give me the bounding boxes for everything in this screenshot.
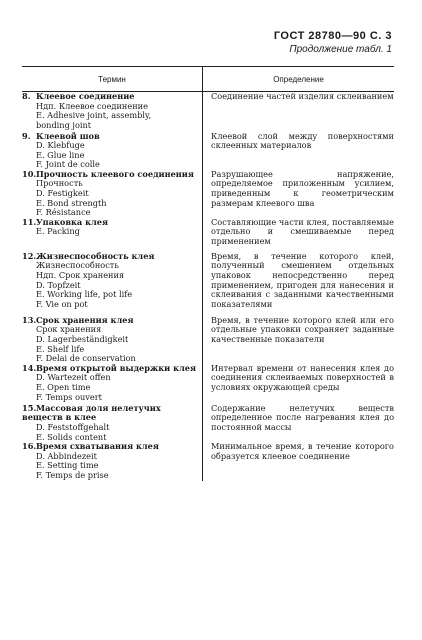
term-synonym: E. Glue line (36, 149, 85, 160)
term-cell (22, 218, 203, 252)
terms-table (22, 66, 394, 481)
definition-cell: Время, в течение которого клей или его отдельные упаковки сохраняет заданные качественные показатели (211, 314, 394, 345)
term-number: 15. (22, 402, 37, 413)
term-synonym: E. Open time (36, 382, 91, 393)
term-synonym: Ндп. Срок хранения (36, 270, 125, 281)
table-continuation-label: Продолжение табл. 1 (289, 44, 392, 55)
term-name: Массовая доля нелетучих веществ в клее (22, 402, 161, 423)
term-number: 8. (22, 91, 31, 101)
term-synonym: bonding joint (36, 119, 92, 130)
term-number: 16. (22, 441, 37, 452)
term-synonym: E. Setting time (36, 460, 99, 471)
term-name: Жизнеспособность клея (36, 250, 155, 261)
term-cell (22, 404, 203, 442)
table-row (22, 170, 394, 218)
term-number: 14. (22, 362, 37, 373)
term-cell (22, 92, 203, 132)
term-cell (22, 252, 203, 316)
term-synonym: E. Shelf life (36, 343, 85, 354)
term-synonym: F. Vie on pot (36, 298, 88, 309)
term-synonym: F. Temps de prise (36, 470, 109, 480)
term-synonym: Ндп. Клеевое соединение (36, 100, 148, 111)
term-synonym: F. Delai de conservation (36, 353, 136, 364)
term-synonym: D. Wartezeit offen (36, 372, 111, 383)
term-synonym: D. Lagerbeständigkeit (36, 334, 129, 345)
term-cell (22, 442, 203, 480)
table-row (22, 442, 394, 480)
column-header-term: Термин (22, 67, 203, 92)
table-row (22, 252, 394, 316)
definition-cell: Составляющие части клея, поставляемые отдельно и смешиваемые перед применением (211, 216, 394, 247)
definition-cell: Клеевой слой между поверхностями склеенных материалов (211, 130, 394, 151)
term-name: Клеевой шов (36, 130, 100, 141)
term-synonym: F. Joint de colle (36, 159, 100, 170)
term-number: 11. (22, 216, 37, 227)
term-line (22, 404, 200, 423)
term-synonym: E. Adhesive joint, assembly, (36, 110, 152, 121)
table-row (22, 404, 394, 442)
definition-cell: Минимальное время, в течение которого образуется клеевое соединение (211, 441, 394, 461)
table-row (22, 92, 394, 132)
term-synonym: D. Festigkeit (36, 188, 89, 199)
term-name: Время открытой выдержки клея (36, 362, 197, 373)
definition-cell: Содержание нелетучих веществ определенное после нагревания клея до постоянной массы (211, 402, 394, 433)
table-row (22, 316, 394, 364)
term-name: Время схватывания клея (36, 441, 159, 452)
term-synonym: E. Solids content (36, 431, 107, 442)
table-body (22, 92, 394, 481)
term-synonym: Жизнеспособность (36, 260, 119, 271)
standard-number: ГОСТ 28780—90 С. 3 (273, 30, 392, 42)
term-name: Клеевое соединение (36, 91, 135, 101)
column-header-definition: Определение (203, 67, 395, 92)
page-header (274, 30, 392, 55)
definition-cell: Разрушающее напряжение, определяемое приложенным усилием, приведенным к геометрическим размерам клеевого шва (211, 168, 394, 208)
term-name: Упаковка клея (36, 216, 109, 227)
term-synonym: F. Temps ouvert (36, 391, 102, 402)
term-name: Срок хранения клея (36, 314, 134, 325)
term-number: 12. (22, 250, 37, 261)
definition-cell: Интервал времени от нанесения клея до соединения склеиваемых поверхностей в условиях окружающей среды (211, 362, 394, 393)
table-row (22, 364, 394, 404)
table-header-row (22, 67, 394, 92)
term-cell (22, 364, 203, 404)
term-synonym: D. Abbindezeit (36, 450, 97, 461)
term-synonym: E. Packing (36, 226, 80, 237)
table-row (22, 132, 394, 170)
term-synonym: E. Working life, pot life (36, 289, 133, 300)
term-synonym: E. Bond strength (36, 197, 107, 208)
term-cell (22, 170, 203, 218)
table-row (22, 218, 394, 252)
term-cell (22, 316, 203, 364)
term-synonym: D. Topfzeit (36, 279, 81, 290)
term-synonym: Срок хранения (36, 324, 102, 335)
term-number: 10. (22, 168, 37, 179)
term-synonym: F. Résistance (36, 207, 91, 218)
term-synonym: D. Klebfuge (36, 140, 85, 151)
term-number: 13. (22, 314, 37, 325)
definition-cell: Соединение частей изделия склеиванием (211, 91, 394, 101)
term-name: Прочность клеевого соединения (36, 168, 194, 179)
term-cell (22, 132, 203, 170)
term-synonym: D. Feststoffgehalt (36, 422, 110, 433)
term-synonym: Прочность (36, 178, 83, 189)
definition-cell: Время, в течение которого клей, полученный смешением отдельных упаковок непосредственно перед применением, пригоден для нанесения и склеивания с заданными качественными показателями (211, 250, 394, 309)
term-number: 9. (22, 130, 31, 141)
